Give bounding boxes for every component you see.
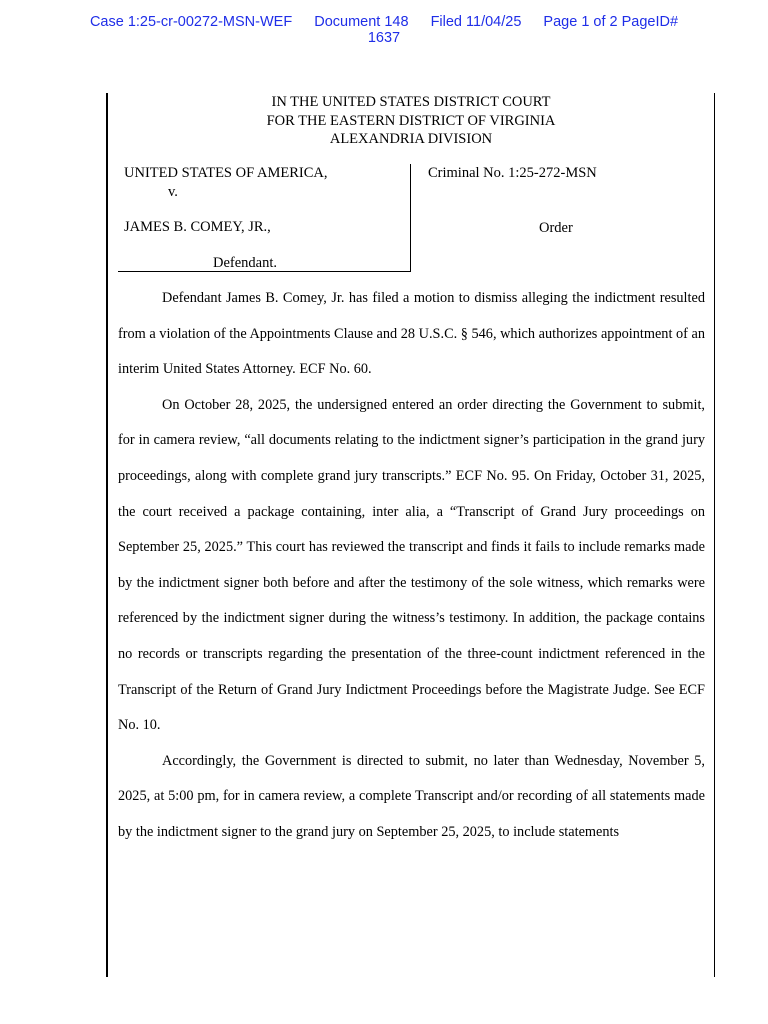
body-paragraph-1: Defendant James B. Comey, Jr. has filed a motion to dismiss alleging the indictment resulted from a violation of the Appointments Clause and 28 U.S.C. § 546, which authorizes appointment of an interim United States Attorney. ECF No. 60.: [118, 290, 705, 378]
body-paragraph-3: Accordingly, the Government is directed to submit, no later than Wednesday, November 5, 2025, at 5:00 pm, for in camera review, a complete Transcript and/or recording of all statements made by the indictment signer to the grand jury on September 25, 2025, to include statements: [118, 752, 705, 840]
page-count-stamp: Page 1 of 2 PageID#: [543, 14, 679, 30]
left-margin-rule: [106, 93, 108, 977]
filed-date-stamp: Filed 11/04/25: [430, 14, 522, 30]
court-heading-line-2: FOR THE EASTERN DISTRICT OF VIRGINIA: [266, 112, 556, 129]
pageid-number-stamp: 1637: [367, 30, 401, 46]
versus-label: v.: [168, 184, 178, 200]
plaintiff-name: UNITED STATES OF AMERICA,: [124, 165, 328, 181]
ecf-filing-header: [0, 14, 768, 46]
body-paragraph-2: On October 28, 2025, the undersigned entered an order directing the Government to submit, for in camera review, “all documents relating to the indictment signer’s participation in the grand jury proceedings, along with complete grand jury transcripts.” ECF No. 95. On Friday, October 31, 2025, the court received a package containing, inter alia, a “Transcript of Grand Jury proceedings on September 25, 2025.” This court has reviewed the transcript and finds it fails to include remarks made by the indictment signer both before and after the testimony of the sole witness, which remarks were referenced by the indictment signer during the witness’s testimony. In addition, the package contains no records or transcripts regarding the presentation of the three-count indictment referenced in the Transcript of the Return of Grand Jury Indictment Proceedings before the Magistrate Judge. See ECF No. 10.: [118, 396, 705, 734]
ecf-header-line-1: [0, 14, 768, 30]
right-margin-rule: [714, 93, 715, 977]
court-heading-line-1: IN THE UNITED STATES DISTRICT COURT: [271, 94, 551, 110]
court-heading: [108, 93, 714, 149]
order-body: [118, 281, 705, 851]
document-title: Order: [539, 220, 573, 236]
criminal-case-number: Criminal No. 1:25-272-MSN: [428, 165, 597, 181]
document-number-stamp: Document 148: [314, 14, 409, 30]
case-caption-parties: [118, 164, 411, 272]
defendant-label: Defendant.: [213, 255, 278, 271]
court-heading-line-3: ALEXANDRIA DIVISION: [329, 131, 493, 147]
defendant-name: JAMES B. COMEY, JR.,: [124, 219, 271, 235]
case-number-stamp: Case 1:25-cr-00272-MSN-WEF: [89, 14, 293, 30]
